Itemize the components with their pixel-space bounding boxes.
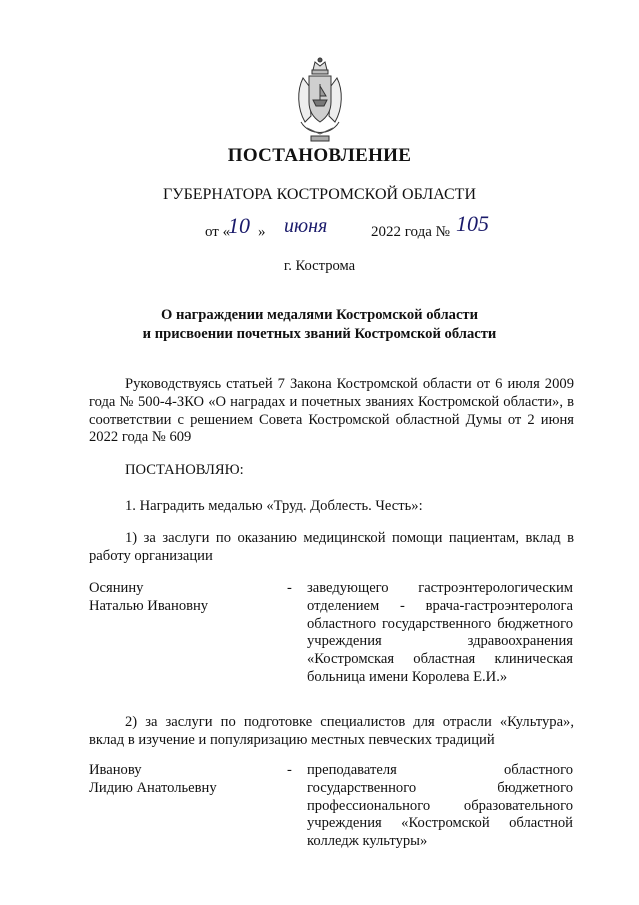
date-year: 2022 года № [371, 224, 450, 240]
city-line: г. Кострома [283, 258, 356, 274]
awardee-2-given: Лидию Анатольевну [89, 779, 217, 796]
handwritten-day: 10 [228, 213, 250, 238]
awardee-2-surname: Иванову [89, 762, 142, 778]
date-prefix: от « [205, 224, 231, 240]
awardee-1-given: Наталью Ивановну [89, 597, 209, 614]
awardee-1-dash: - [287, 580, 292, 596]
heading-line-1: О награждении медалями Костромской области [160, 307, 479, 323]
item-1: 1. Наградить медалью «Труд. Доблесть. Честь»: [125, 498, 423, 514]
date-number-line [0, 211, 639, 244]
date-mid: » [258, 224, 266, 240]
issuer-line: ГУБЕРНАТОРА КОСТРОМСКОЙ ОБЛАСТИ [162, 186, 476, 203]
document-heading [0, 306, 639, 344]
preamble-paragraph: Руководствуясь статьей 7 Закона Костромской области от 6 июля 2009 года № 500-4-ЗКО «О наградах и почетных званиях Костромской области», в соответствии с решением Совета Костромской областной Думы от 2 июня 2022 года № 609 [89, 376, 574, 446]
heading-line-2: и присвоении почетных званий Костромской области [142, 326, 497, 342]
subitem-1: 1) за заслуги по оказанию медицинской помощи пациентам, вклад в работу организации [89, 530, 574, 564]
handwritten-month: июня [284, 215, 328, 237]
document-title: ПОСТАНОВЛЕНИЕ [227, 145, 412, 166]
coat-of-arms-icon [293, 56, 347, 144]
awardee-1-name [89, 580, 279, 616]
awardee-1-position: заведующего гастроэнтерологическим отделением - врача-гастроэнтеролога областного государственного бюджетного учреждения здравоохранения «Костромская областная клиническая больница имени Королева Е.И.» [307, 580, 573, 685]
awardee-1-surname: Осянину [89, 580, 144, 596]
awardee-2-dash: - [287, 762, 292, 778]
handwritten-number: 105 [456, 211, 489, 236]
awardee-2-name [89, 762, 279, 798]
awardee-2-position: преподавателя областного государственного бюджетного профессионального образовательного учреждения «Костромской областной колледж культуры» [307, 762, 573, 850]
resolve-word: ПОСТАНОВЛЯЮ: [125, 462, 244, 478]
subitem-2: 2) за заслуги по подготовке специалистов для отрасли «Культура», вклад в изучение и популяризацию местных певческих традиций [89, 714, 574, 748]
